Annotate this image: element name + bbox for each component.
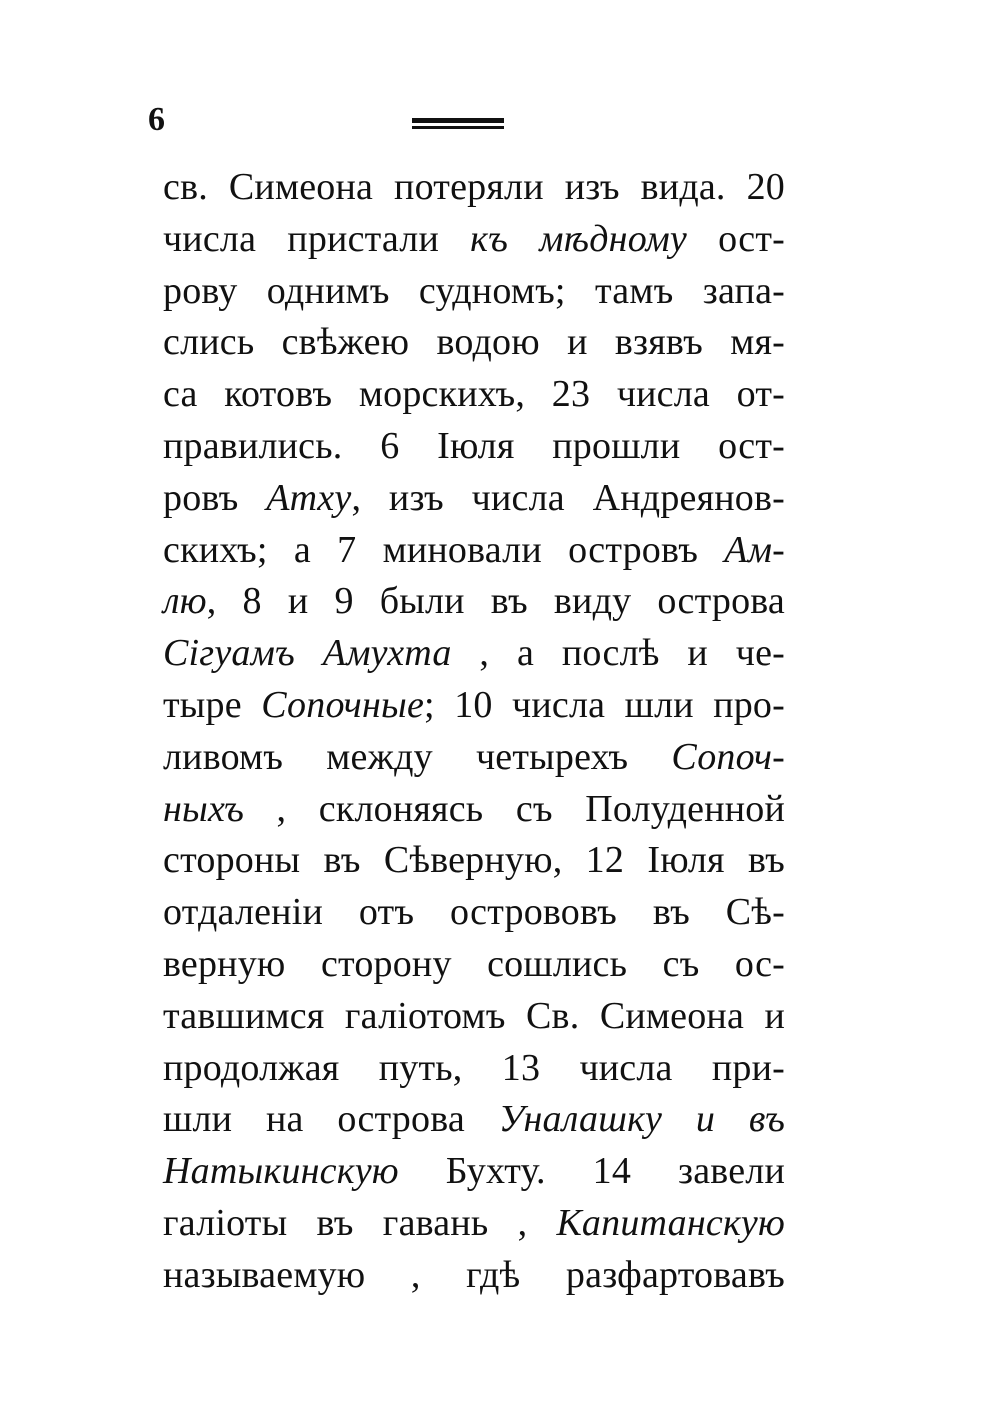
italic-segment: Ам- (724, 528, 785, 571)
text-line (163, 887, 785, 939)
text-segment: са котовъ морскихъ, 23 числа от- (163, 373, 785, 416)
text-segment: шли на острова (163, 1098, 499, 1141)
text-segment: отдаленіи отъ острововъ въ Сѣ- (163, 891, 785, 934)
italic-segment: Уналашку и въ (498, 1098, 785, 1141)
text-segment: слись свѣжею водою и взявъ мя- (163, 321, 785, 364)
text-line (163, 525, 785, 577)
text-segment: ; 10 числа шли про- (424, 683, 785, 726)
ornament-rule (412, 126, 504, 129)
text-line (163, 991, 785, 1043)
ornament-rule (412, 118, 504, 123)
page-number: 6 (148, 101, 165, 138)
text-segment: скихъ; а 7 миновали островъ (163, 528, 725, 571)
text-segment: верную сторону сошлись съ ос- (163, 942, 785, 985)
italic-segment: къ мѣдному (470, 217, 687, 260)
text-line (163, 939, 785, 991)
text-segment: называемую , гдѣ разфартовавъ (163, 1253, 785, 1296)
text-line (163, 576, 785, 628)
text-line (163, 732, 785, 784)
text-segment: галіоты въ гавань , (163, 1201, 557, 1244)
italic-segment: Сопочные (261, 683, 425, 726)
text-line (163, 1043, 785, 1095)
italic-segment: ныхъ (163, 787, 245, 830)
text-segment: ливомъ между четырехъ (163, 735, 672, 778)
body-text (163, 162, 785, 1302)
italic-segment: Сопоч- (671, 735, 785, 778)
text-segment: тыре (163, 683, 262, 726)
text-segment: , изъ числа Андреянов- (351, 476, 785, 519)
text-segment: , а послѣ и че- (451, 632, 785, 675)
text-segment: правились. 6 Іюля прошли ост- (163, 424, 785, 467)
text-segment: св. Симеона потеряли изъ вида. 20 (163, 166, 785, 208)
text-line (163, 680, 785, 732)
text-segment: ровъ (163, 476, 267, 519)
text-line (163, 473, 785, 525)
text-line (163, 835, 785, 887)
text-line (163, 1250, 785, 1302)
text-segment: продолжая путь, 13 числа при- (163, 1046, 785, 1089)
italic-segment: Капитанскую (556, 1201, 785, 1244)
text-segment: ост- (686, 217, 785, 260)
text-segment: рову однимъ судномъ; тамъ запа- (163, 269, 785, 312)
text-segment: Бухту. 14 завели (398, 1150, 785, 1193)
text-line (163, 784, 785, 836)
italic-segment: Сігуамъ Амухта (163, 632, 452, 675)
text-line (163, 162, 785, 214)
text-line (163, 266, 785, 318)
text-line (163, 628, 785, 680)
text-line (163, 1094, 785, 1146)
italic-segment: Атху (266, 476, 352, 519)
text-line (163, 317, 785, 369)
text-segment: , 8 и 9 были въ виду острова (206, 580, 785, 623)
header-ornament (412, 118, 504, 132)
text-line (163, 1198, 785, 1250)
text-line (163, 421, 785, 473)
text-line (163, 1146, 785, 1198)
text-line (163, 214, 785, 266)
text-segment: тавшимся галіотомъ Св. Симеона и (163, 994, 785, 1037)
text-segment: , склоняясь съ Полуденной (244, 787, 785, 830)
text-line (163, 369, 785, 421)
text-segment: числа пристали (163, 217, 471, 260)
italic-segment: Натыкинскую (163, 1150, 399, 1193)
italic-segment: лю (163, 580, 207, 623)
text-segment: стороны въ Сѣверную, 12 Іюля въ (163, 839, 785, 882)
